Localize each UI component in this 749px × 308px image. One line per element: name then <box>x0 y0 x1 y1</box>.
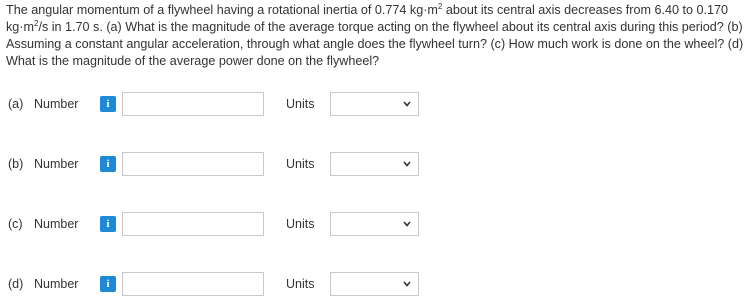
number-label: Number <box>34 97 79 111</box>
units-label: Units <box>286 97 315 111</box>
chevron-down-icon <box>402 219 412 229</box>
part-label: (d) <box>8 277 24 291</box>
units-label: Units <box>286 217 315 231</box>
info-icon[interactable]: i <box>100 156 116 172</box>
number-label: Number <box>34 217 79 231</box>
question-text <box>6 2 744 70</box>
units-select-b[interactable] <box>330 152 419 176</box>
number-input-d[interactable] <box>122 272 264 296</box>
number-label: Number <box>34 277 79 291</box>
question-part3: /s in 1.70 s. (a) What is the magnitude of the average torque acting on the flywheel about its central axis during this period? (b) Assuming a constant angular acceleration, through what angle does the flywheel turn? (c) How much work is done on the wheel? (d) What is the magnitude of the average power done on the flywheel? <box>6 20 744 68</box>
question-part1: The angular momentum of a flywheel having a rotational inertia of 0.774 kg·m <box>6 3 438 17</box>
question-sup1: 2 <box>437 1 443 11</box>
info-icon[interactable]: i <box>100 276 116 292</box>
answer-row-d <box>8 271 419 297</box>
units-label: Units <box>286 157 315 171</box>
info-icon[interactable]: i <box>100 96 116 112</box>
question-sup2: 2 <box>34 18 39 28</box>
answer-row-a <box>8 91 419 117</box>
units-select-d[interactable] <box>330 272 419 296</box>
info-icon[interactable]: i <box>100 216 116 232</box>
answer-row-c <box>8 211 419 237</box>
number-label: Number <box>34 157 79 171</box>
part-label: (b) <box>8 157 24 171</box>
question-part2: about its central axis decreases from 6.40 to 0.170 kg·m <box>6 3 728 34</box>
chevron-down-icon <box>402 99 412 109</box>
part-label: (a) <box>8 97 24 111</box>
units-label: Units <box>286 277 315 291</box>
number-input-c[interactable] <box>122 212 264 236</box>
chevron-down-icon <box>402 159 412 169</box>
units-select-c[interactable] <box>330 212 419 236</box>
answer-row-b <box>8 151 419 177</box>
number-input-b[interactable] <box>122 152 264 176</box>
chevron-down-icon <box>402 279 412 289</box>
number-input-a[interactable] <box>122 92 264 116</box>
part-label: (c) <box>8 217 23 231</box>
units-select-a[interactable] <box>330 92 419 116</box>
